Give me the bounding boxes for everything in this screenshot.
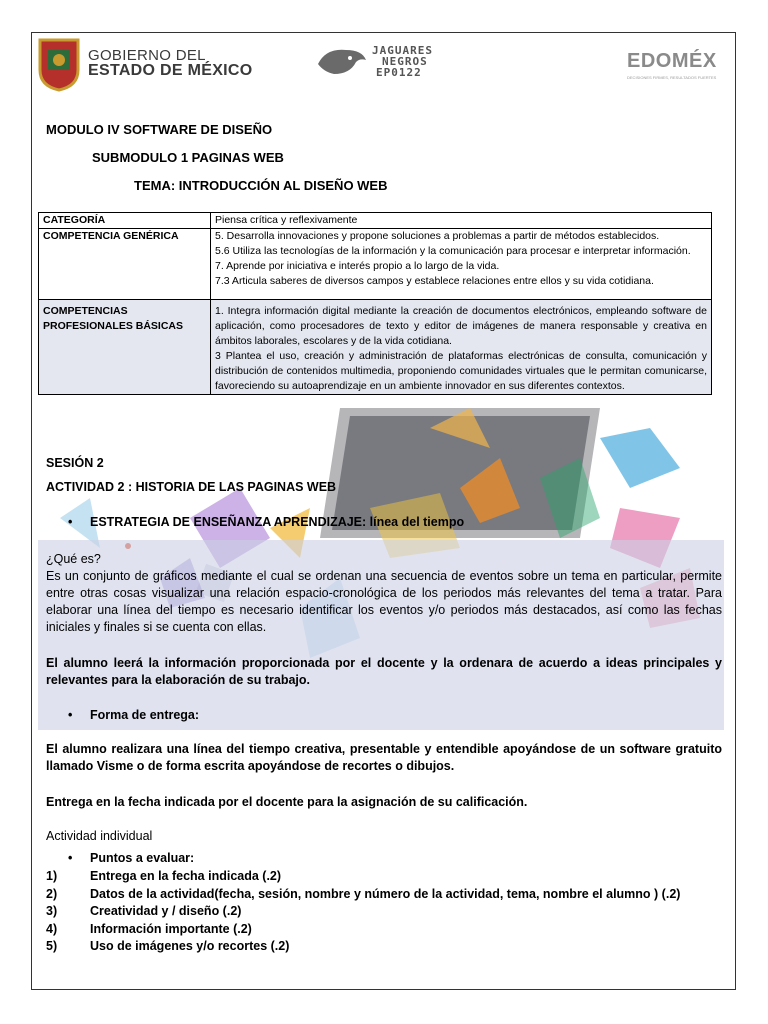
que-es-heading: ¿Qué es? xyxy=(46,552,101,566)
point-text: Datos de la actividad(fecha, sesión, nombre y número de la actividad, tema, nombre el alumno ) (.2) xyxy=(90,886,681,901)
competencia-generica-label: COMPETENCIA GENÉRICA xyxy=(39,229,211,300)
gob-line1: GOBIERNO DEL xyxy=(88,46,206,64)
competencia-item: 5. Desarrolla innovaciones y propone soluciones a problemas a partir de métodos establecidos. xyxy=(215,230,660,242)
competencies-table xyxy=(38,212,712,395)
table-row xyxy=(39,300,712,395)
edomex-logo xyxy=(627,50,717,80)
submodulo-title: SUBMODULO 1 PAGINAS WEB xyxy=(92,150,284,165)
alumno-realiza-paragraph: El alumno realizara una línea del tiempo creativa, presentable y entendible apoyándose de un software gratuito llamado Visme o de forma escrita apoyándose de recortes o dibujos. xyxy=(46,742,722,773)
table-row xyxy=(39,213,712,229)
alumno-lee-paragraph: El alumno leerá la información proporcionada por el docente y la ordenara de acuerdo a ideas principales y relevantes para la elaboración de su trabajo. xyxy=(46,656,722,687)
jaguares-line1: JAGUARES xyxy=(372,43,433,57)
point-number: 4) xyxy=(46,921,58,936)
point-number: 3) xyxy=(46,904,58,918)
table-row xyxy=(39,229,712,300)
competencia-item: 1. Integra información digital mediante la creación de documentos electrónicos, empleando software de aplicación, como procesadores de texto y editor de imágenes de manera responsable y creativa en ámbitos laborales, escolares y de la vida cotidiana. xyxy=(215,305,707,347)
point-number: 2) xyxy=(46,886,58,901)
definition-paragraph: Es un conjunto de gráficos mediante el cual se ordenan una secuencia de eventos sobre un tema en particular, permite entre otras cosas visualizar una relación espacio-cronológica de los periodos más relevantes del tema a tratar. Para elaborar una línea del tiempo es necesario identificar los eventos y/o periodos más destacados, así como las fechas iniciales y finales si se cuenta con ellas. xyxy=(46,569,722,634)
modulo-title: MODULO IV SOFTWARE DE DISEÑO xyxy=(46,122,273,137)
jaguares-logo xyxy=(316,44,433,78)
competencias-profesionales-label xyxy=(39,300,211,395)
jaguares-line2: NEGROS xyxy=(382,54,428,68)
list-item xyxy=(46,938,680,956)
estrategia-bullet: • ESTRATEGIA DE ENSEÑANZA APRENDIZAJE: línea del tiempo xyxy=(90,515,464,529)
point-number: 1) xyxy=(46,869,58,883)
sesion-heading: SESIÓN 2 xyxy=(46,456,104,470)
seal-icon xyxy=(36,36,82,92)
list-item xyxy=(46,903,680,921)
edomex-subtitle: DECISIONES FIRMES, RESULTADOS FUERTES xyxy=(627,75,717,80)
tema-title: TEMA: INTRODUCCIÓN AL DISEÑO WEB xyxy=(134,178,388,193)
label-line: PROFESIONALES BÁSICAS xyxy=(43,320,184,332)
jaguares-line3: EP0122 xyxy=(376,65,422,79)
list-item xyxy=(46,868,680,886)
competencia-item: 7. Aprende por iniciativa e interés propio a lo largo de la vida. xyxy=(215,260,500,272)
categoria-label: CATEGORÍA xyxy=(39,213,211,229)
forma-entrega-bullet: • Forma de entrega: xyxy=(90,708,199,722)
point-number: 5) xyxy=(46,939,58,953)
competencia-generica-value xyxy=(211,229,712,300)
point-text: Entrega en la fecha indicada (.2) xyxy=(90,869,282,883)
list-item xyxy=(46,886,680,904)
actividad-heading: ACTIVIDAD 2 : HISTORIA DE LAS PAGINAS WEB xyxy=(46,480,337,494)
gobierno-logo xyxy=(36,36,253,92)
competencia-item: 5.6 Utiliza las tecnologías de la información y la comunicación para procesar e interpretar información. xyxy=(215,245,691,257)
label-line: COMPETENCIAS xyxy=(43,305,128,317)
competencias-profesionales-value xyxy=(211,300,712,395)
entrega-paragraph: Entrega en la fecha indicada por el docente para la asignación de su calificación. xyxy=(46,795,528,809)
puntos-bullet: • Puntos a evaluar: xyxy=(90,851,194,865)
evaluation-points-list xyxy=(46,868,680,956)
actividad-individual: Actividad individual xyxy=(46,829,153,843)
categoria-value: Piensa crítica y reflexivamente xyxy=(211,213,712,229)
jaguar-icon xyxy=(316,44,368,78)
competencia-item: 7.3 Articula saberes de diversos campos y establece relaciones entre ellos y su vida cotidiana. xyxy=(215,275,654,287)
competencia-item: 3 Plantea el uso, creación y administración de plataformas electrónicas de consulta, comunicación y distribución de contenidos multimedia, proponiendo comunidades virtuales que le permitan comunicarse, favoreciendo su autoaprendizaje en un ambiente innovador en sus diferentes contextos. xyxy=(215,350,707,392)
point-text: Creatividad y / diseño (.2) xyxy=(90,904,242,918)
point-text: Uso de imágenes y/o recortes (.2) xyxy=(90,939,290,953)
edomex-text: EDOMÉX xyxy=(627,50,717,72)
point-text: Información importante (.2) xyxy=(90,921,252,936)
gob-line2: ESTADO DE MÉXICO xyxy=(88,62,253,80)
list-item xyxy=(46,921,680,939)
